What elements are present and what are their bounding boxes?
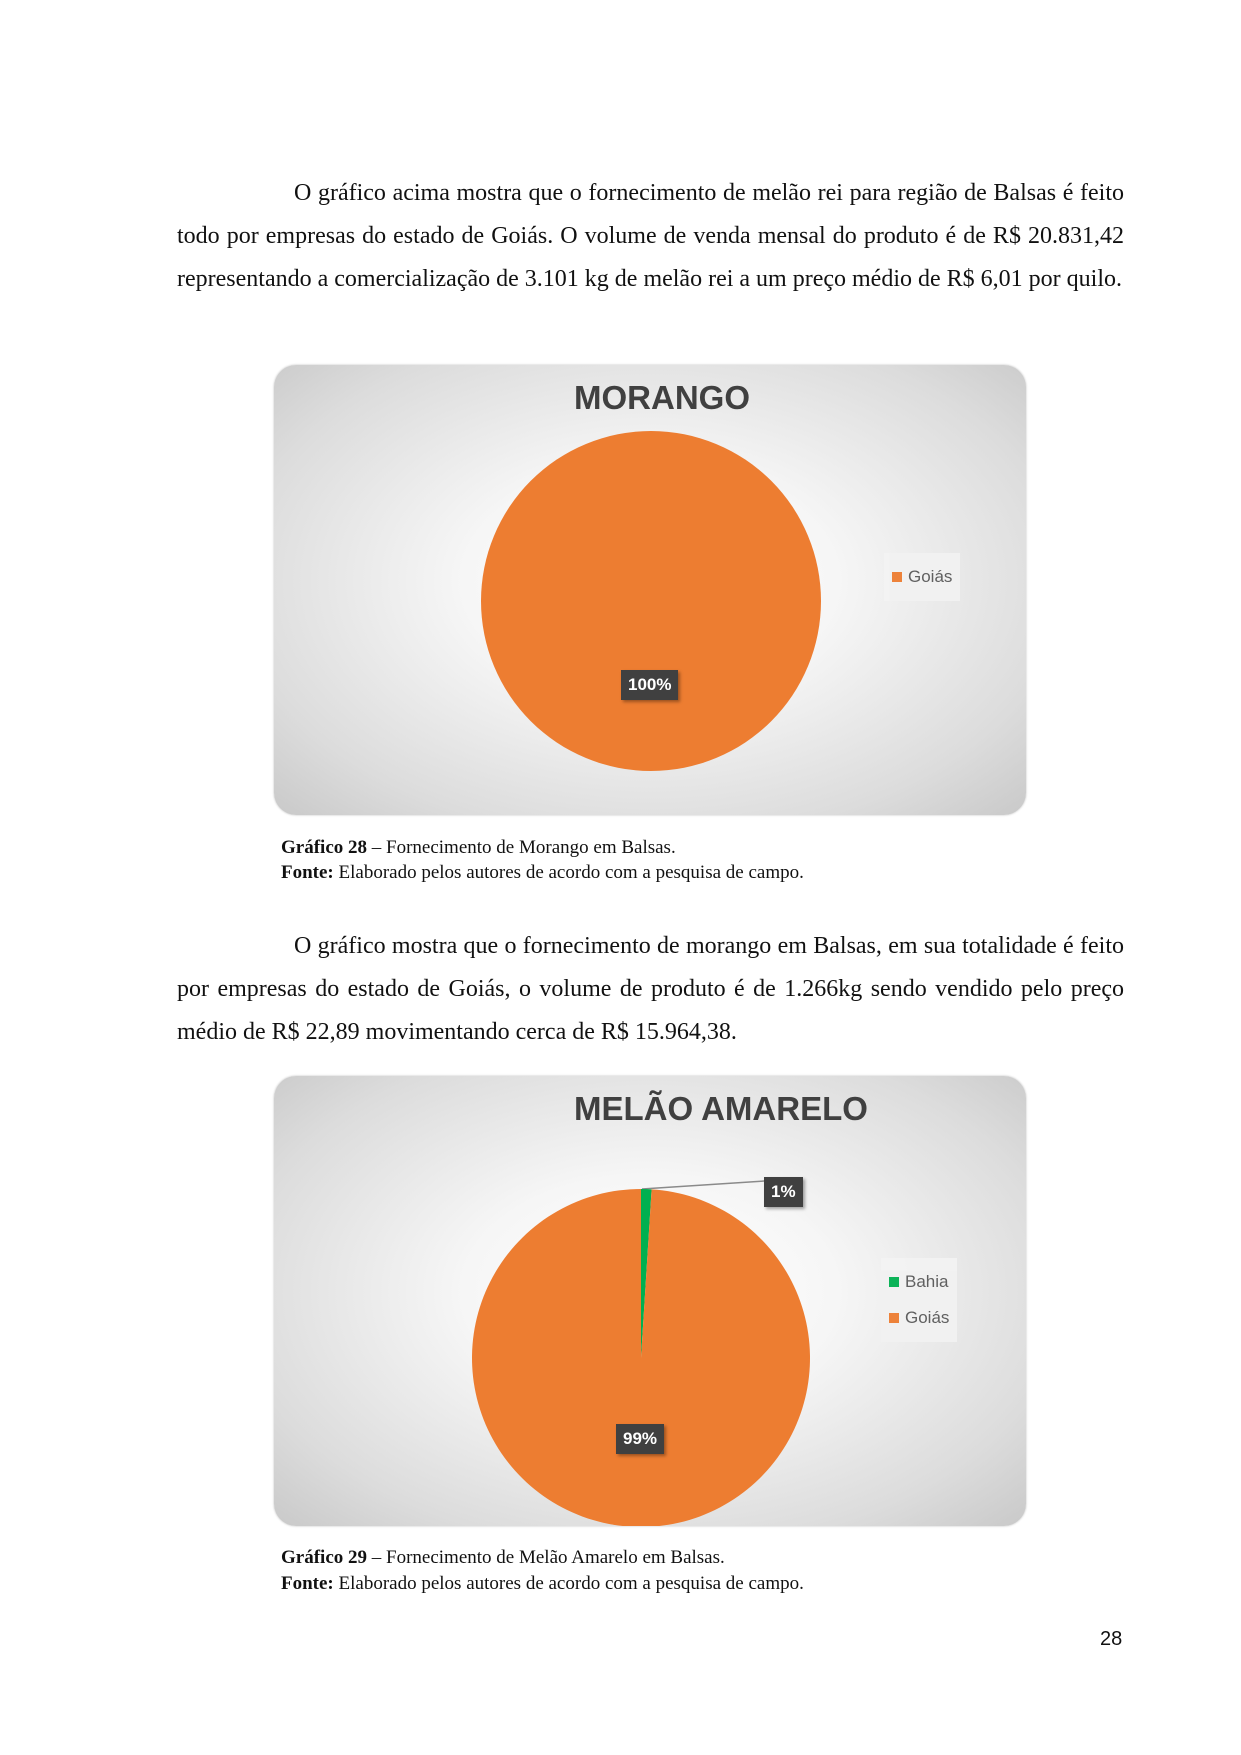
chart-legend — [884, 553, 960, 601]
chart-title: MORANGO — [574, 379, 750, 416]
legend-swatch — [889, 1277, 899, 1287]
leader-line — [642, 1181, 764, 1189]
legend-item-bahia — [889, 1264, 949, 1300]
data-label-bahia: 1% — [764, 1177, 803, 1207]
figure-source-29: Fonte: Elaborado pelos autores de acordo com a pesquisa de campo. — [281, 1573, 804, 1594]
chart-title: MELÃO AMARELO — [574, 1090, 868, 1127]
pie-slice-goi-s — [481, 431, 821, 771]
legend-item-goias — [889, 1300, 949, 1336]
pie-chart-morango — [274, 365, 1026, 815]
body-paragraph-1: O gráfico acima mostra que o fornecimento de melão rei para região de Balsas é feito todo por empresas do estado de Goiás. O volume de venda mensal do produto é de R$ 20.831,42 representando a comercialização de 3.101 kg de melão rei a um preço médio de R$ 6,01 por quilo. — [177, 180, 1124, 292]
legend-label: Bahia — [905, 1272, 949, 1291]
data-label-goias: 99% — [616, 1424, 664, 1454]
figure-caption-29: Gráfico 29 – Fornecimento de Melão Amarelo em Balsas. — [281, 1547, 725, 1568]
legend-label: Goiás — [908, 567, 953, 586]
pie-slice-goi-s — [472, 1189, 810, 1526]
page-number: 28 — [1100, 1628, 1123, 1650]
legend-swatch — [892, 572, 902, 582]
legend-swatch — [889, 1313, 899, 1323]
figure-source-28: Fonte: Elaborado pelos autores de acordo com a pesquisa de campo. — [281, 862, 804, 883]
figure-caption-28: Gráfico 28 – Fornecimento de Morango em Balsas. — [281, 837, 676, 858]
body-paragraph-2: O gráfico mostra que o fornecimento de morango em Balsas, em sua totalidade é feito por empresas do estado de Goiás, o volume de produto é de 1.266kg sendo vendido pelo preço médio de R$ 22,89 movimentando cerca de R$ 15.964,38. — [177, 933, 1124, 1045]
data-label-goias: 100% — [621, 670, 678, 700]
legend-label: Goiás — [905, 1308, 950, 1327]
legend-item-goias — [892, 559, 952, 595]
pie-chart-melao-amarelo — [274, 1076, 1026, 1526]
chart-legend — [881, 1258, 957, 1342]
